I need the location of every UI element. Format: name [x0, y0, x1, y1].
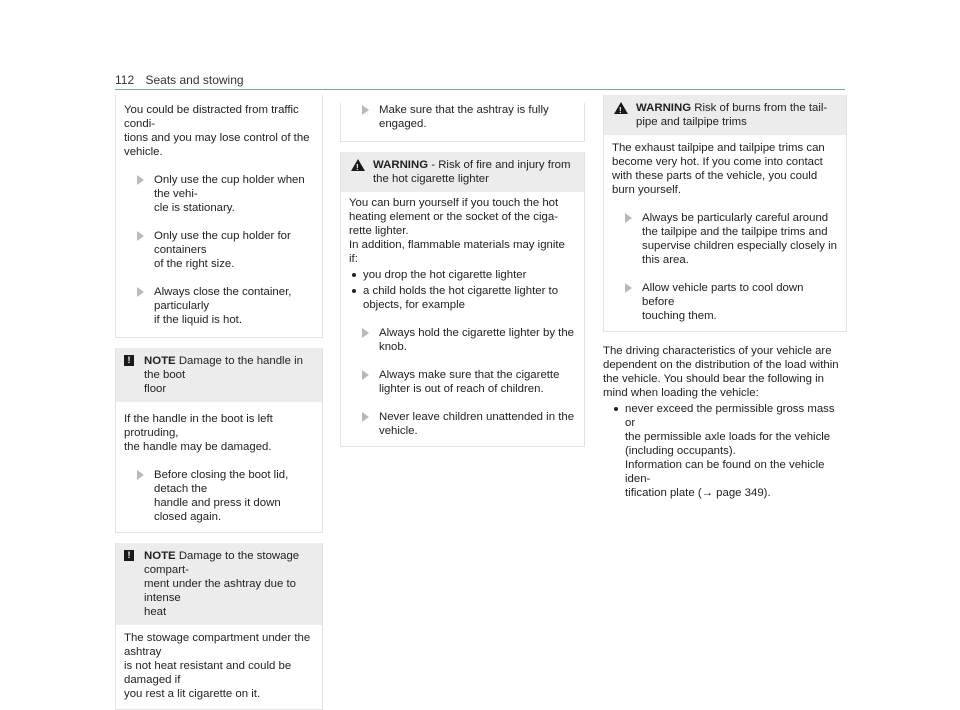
- note-text: is not heat resistant and could be damaged if: [124, 660, 292, 686]
- note-title: Damage to the handle in the boot: [144, 355, 303, 381]
- note-text: you rest a lit cigarette on it.: [124, 688, 261, 700]
- list-line: (including occupants).: [625, 445, 736, 457]
- loading-info: [603, 344, 847, 500]
- bullet-line: Always be particularly careful around: [642, 212, 829, 224]
- warning-header: [604, 95, 846, 135]
- note-body: [116, 402, 322, 532]
- instruction-bullet: [124, 285, 314, 327]
- note-title: Damage to the stowage compart-: [144, 550, 300, 576]
- note-label: NOTE: [144, 355, 176, 367]
- warning-text: You can burn yourself if you touch the hot: [349, 197, 559, 209]
- bullet-line: touching them.: [642, 310, 717, 322]
- note-icon: !: [124, 550, 134, 561]
- bullet-line: Never leave children unattended in the: [379, 411, 575, 423]
- bullet-line: engaged.: [379, 118, 427, 130]
- arrow-icon: [362, 105, 369, 115]
- list-item: [349, 268, 576, 282]
- header-rule: [115, 89, 845, 90]
- intro-line: You could be distracted from traffic condi-: [124, 104, 299, 130]
- paragraph-line: mind when loading the vehicle:: [603, 387, 759, 399]
- bullet-line: handle and press it down closed again.: [154, 497, 281, 523]
- bullet-line: Before closing the boot lid, detach the: [154, 469, 289, 495]
- bullet-line: Allow vehicle parts to cool down before: [642, 282, 804, 308]
- bullet-line: of the right size.: [154, 258, 235, 270]
- bullet-line: vehicle.: [379, 425, 418, 437]
- arrow-icon: [137, 470, 144, 480]
- instruction-bullet: [349, 326, 576, 354]
- arrow-icon: [137, 287, 144, 297]
- column-3: [603, 95, 847, 500]
- bullet-line: Always hold the cigarette lighter by the: [379, 327, 575, 339]
- warning-text: become very hot. If you come into contact: [612, 156, 823, 168]
- instruction-bullet: [612, 211, 838, 267]
- paragraph-line: The driving characteristics of your vehicle are: [603, 345, 832, 357]
- list-line: a child holds the hot cigarette lighter to: [363, 285, 559, 297]
- distraction-box: [115, 95, 323, 338]
- note-title: ment under the ashtray due to intense: [144, 578, 296, 604]
- warning-text: The exhaust tailpipe and tailpipe trims can: [612, 142, 825, 154]
- page-reference-link[interactable]: tification plate (→ page 349).: [625, 487, 771, 499]
- bullet-line: Only use the cup holder when the vehi-: [154, 174, 305, 200]
- bullet-line: Make sure that the ashtray is fully: [379, 104, 549, 116]
- note-icon: !: [124, 355, 134, 366]
- warning-text: heating element or the socket of the ciga-: [349, 211, 558, 223]
- instruction-bullet: [612, 281, 838, 323]
- warning-text: with these parts of the vehicle, you could: [612, 170, 818, 182]
- paragraph-line: dependent on the distribution of the load within: [603, 359, 839, 371]
- note-text: If the handle in the boot is left protruding,: [124, 413, 273, 439]
- warning-text: rette lighter.: [349, 225, 409, 237]
- warning-text: In addition, flammable materials may ignite: [349, 239, 565, 251]
- bullet-line: the tailpipe and the tailpipe trims and: [642, 226, 828, 238]
- arrow-icon: [137, 175, 144, 185]
- arrow-icon: [362, 370, 369, 380]
- bullet-line: if the liquid is hot.: [154, 314, 243, 326]
- instruction-bullet: [349, 103, 576, 131]
- arrow-icon: [362, 328, 369, 338]
- list-line: Information can be found on the vehicle iden-: [625, 459, 825, 485]
- warning-text: burn yourself.: [612, 184, 682, 196]
- warning-icon: [351, 159, 365, 171]
- bullet-line: Always close the container, particularly: [154, 286, 292, 312]
- note-box: [115, 543, 323, 710]
- list-line: the permissible axle loads for the vehicle: [625, 431, 831, 443]
- instruction-bullet: [124, 173, 314, 215]
- note-text: the handle may be damaged.: [124, 441, 272, 453]
- note-header: [116, 348, 322, 402]
- arrow-icon: [625, 283, 632, 293]
- instruction-bullet: [124, 468, 314, 524]
- warning-body: [604, 135, 846, 331]
- bullet-line: this area.: [642, 254, 689, 266]
- list-item: [611, 402, 847, 500]
- ashtray-box: [340, 103, 585, 142]
- list-line: you drop the hot cigarette lighter: [363, 269, 527, 281]
- bullet-line: supervise children especially closely in: [642, 240, 837, 252]
- list-line: never exceed the permissible gross mass or: [625, 403, 835, 429]
- arrow-icon: [625, 213, 632, 223]
- warning-box: [340, 152, 585, 447]
- list-item: [349, 284, 576, 312]
- arrow-icon: [362, 412, 369, 422]
- warning-header: [341, 152, 584, 192]
- bullet-line: Only use the cup holder for containers: [154, 230, 291, 256]
- intro-line: tions and you may lose control of the vehicle.: [124, 132, 310, 158]
- warning-text: if:: [349, 253, 358, 265]
- bullet-line: lighter is out of reach of children.: [379, 383, 544, 395]
- note-label: NOTE: [144, 550, 176, 562]
- warning-label: WARNING: [636, 102, 692, 114]
- instruction-bullet: [349, 410, 576, 438]
- warning-icon: [614, 102, 628, 114]
- page-number: 112: [115, 73, 135, 87]
- paragraph-line: the vehicle. You should bear the following in: [603, 373, 825, 385]
- note-body: [116, 625, 322, 709]
- section-title: Seats and stowing: [145, 73, 244, 87]
- column-2: [340, 95, 585, 447]
- note-text: The stowage compartment under the ashtray: [124, 632, 311, 658]
- note-header: [116, 543, 322, 625]
- page-header: [115, 73, 244, 87]
- warning-label: WARNING: [373, 159, 429, 171]
- note-title: floor: [144, 383, 167, 395]
- bullet-line: knob.: [379, 341, 407, 353]
- list-line: objects, for example: [363, 299, 465, 311]
- instruction-bullet: [349, 368, 576, 396]
- arrow-icon: [137, 231, 144, 241]
- warning-title: Risk of burns from the tail-: [694, 102, 828, 114]
- bullet-line: cle is stationary.: [154, 202, 235, 214]
- note-title: heat: [144, 606, 167, 618]
- warning-body: [341, 192, 584, 446]
- warning-title: - Risk of fire and injury from: [431, 159, 571, 171]
- note-box: [115, 348, 323, 533]
- warning-title: the hot cigarette lighter: [373, 173, 489, 185]
- bullet-line: Always make sure that the cigarette: [379, 369, 560, 381]
- instruction-bullet: [124, 229, 314, 271]
- warning-box: [603, 95, 847, 332]
- column-1: [115, 95, 323, 710]
- warning-title: pipe and tailpipe trims: [636, 116, 747, 128]
